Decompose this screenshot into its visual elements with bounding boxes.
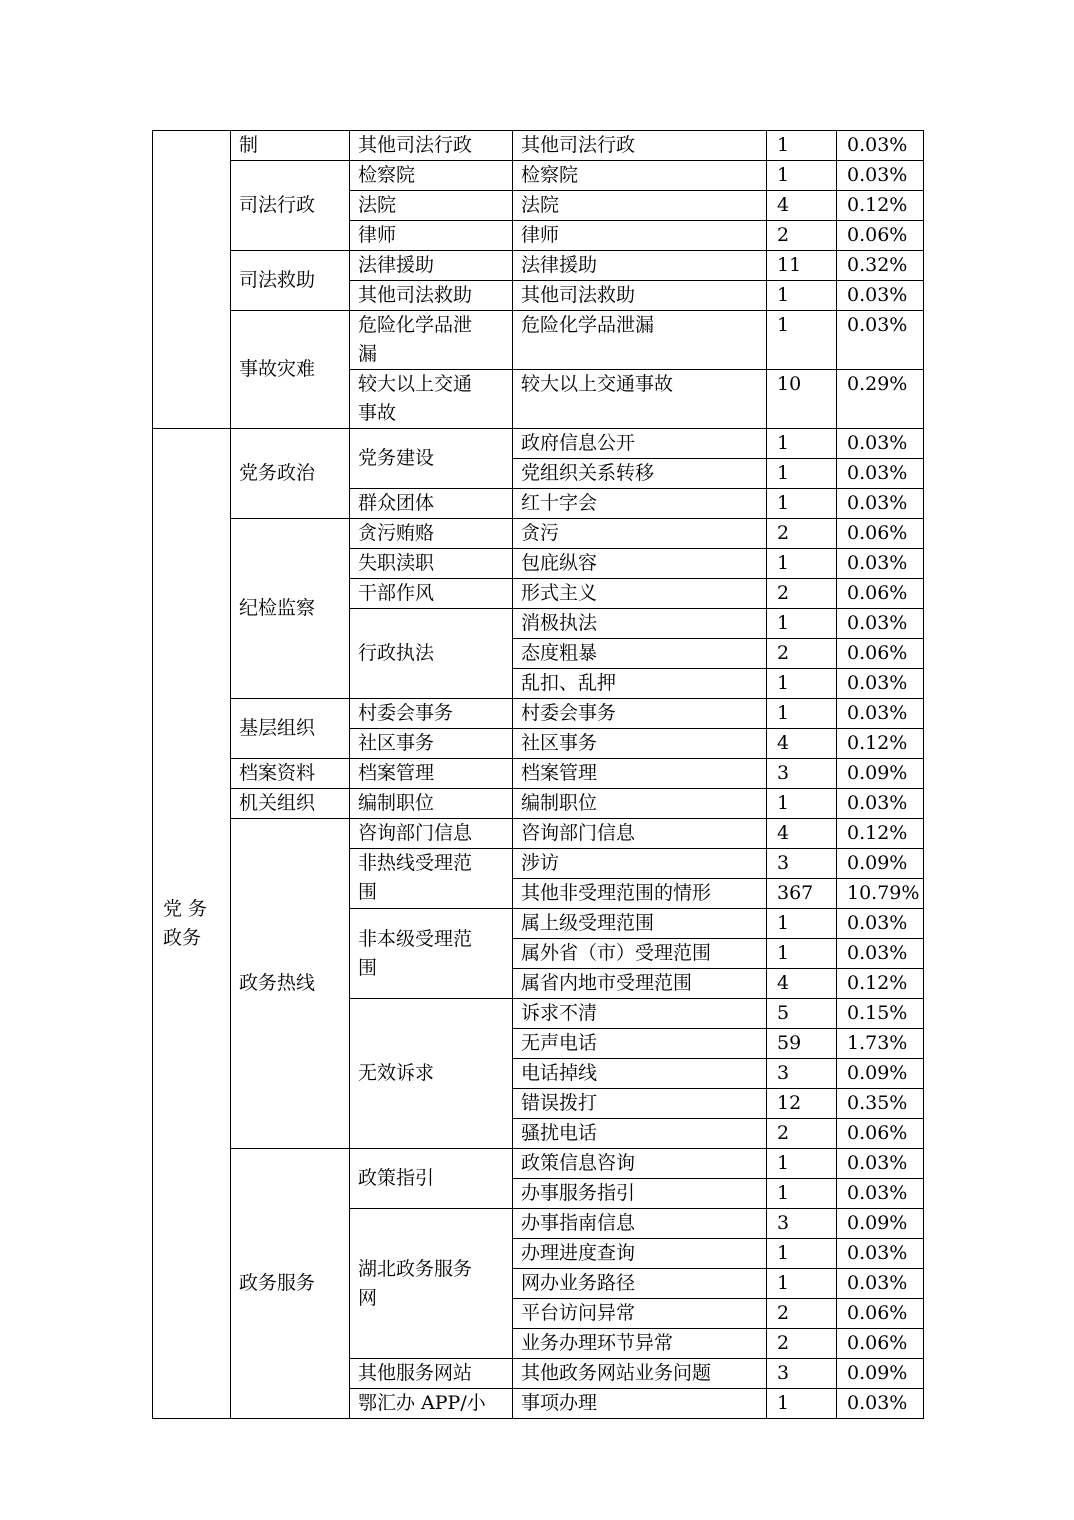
item-line-1: 非热线受理范 — [358, 852, 473, 874]
count-cell: 1 — [767, 909, 837, 939]
item-cell — [350, 311, 513, 370]
item-cell: 行政执法 — [350, 609, 513, 699]
count-cell: 5 — [767, 999, 837, 1029]
percent-cell: 0.06% — [837, 639, 924, 669]
percent-cell: 0.03% — [837, 489, 924, 519]
item-cell: 检察院 — [350, 161, 513, 191]
table-row — [153, 789, 924, 819]
count-cell: 1 — [767, 699, 837, 729]
table-row — [153, 819, 924, 849]
item-line-2: 事故 — [358, 402, 397, 424]
item-cell: 村委会事务 — [350, 699, 513, 729]
percent-cell: 0.03% — [837, 1389, 924, 1419]
item-cell: 其他司法救助 — [350, 281, 513, 311]
detail-cell: 红十字会 — [513, 489, 767, 519]
count-cell: 1 — [767, 669, 837, 699]
count-cell: 2 — [767, 639, 837, 669]
table-row — [153, 1149, 924, 1179]
percent-cell: 0.03% — [837, 1239, 924, 1269]
count-cell: 3 — [767, 1059, 837, 1089]
percent-cell: 0.03% — [837, 609, 924, 639]
detail-cell: 其他司法救助 — [513, 281, 767, 311]
count-cell: 12 — [767, 1089, 837, 1119]
detail-cell: 其他司法行政 — [513, 131, 767, 161]
detail-cell: 骚扰电话 — [513, 1119, 767, 1149]
detail-cell: 平台访问异常 — [513, 1299, 767, 1329]
detail-cell: 律师 — [513, 221, 767, 251]
percent-cell: 10.79% — [837, 879, 924, 909]
item-cell — [350, 1209, 513, 1359]
subcategory-cell: 纪检监察 — [231, 519, 350, 699]
count-cell: 3 — [767, 1209, 837, 1239]
count-cell: 1 — [767, 161, 837, 191]
detail-cell: 属上级受理范围 — [513, 909, 767, 939]
percent-cell: 0.06% — [837, 1119, 924, 1149]
category-cell — [153, 429, 231, 1419]
subcategory-cell: 党务政治 — [231, 429, 350, 519]
detail-cell: 社区事务 — [513, 729, 767, 759]
item-cell — [350, 909, 513, 999]
item-cell: 党务建设 — [350, 429, 513, 489]
percent-cell: 0.03% — [837, 549, 924, 579]
subcategory-cell: 机关组织 — [231, 789, 350, 819]
detail-cell: 态度粗暴 — [513, 639, 767, 669]
detail-cell: 包庇纵容 — [513, 549, 767, 579]
percent-cell: 0.32% — [837, 251, 924, 281]
count-cell: 1 — [767, 429, 837, 459]
count-cell: 4 — [767, 729, 837, 759]
percent-cell: 0.03% — [837, 699, 924, 729]
percent-cell: 0.06% — [837, 1329, 924, 1359]
count-cell: 11 — [767, 251, 837, 281]
percent-cell: 0.06% — [837, 579, 924, 609]
item-cell: 社区事务 — [350, 729, 513, 759]
subcategory-cell: 司法行政 — [231, 161, 350, 251]
item-cell: 编制职位 — [350, 789, 513, 819]
count-cell: 59 — [767, 1029, 837, 1059]
count-cell: 4 — [767, 191, 837, 221]
detail-cell: 诉求不清 — [513, 999, 767, 1029]
percent-cell: 0.03% — [837, 789, 924, 819]
count-cell: 1 — [767, 789, 837, 819]
category-line-2: 政务 — [163, 926, 202, 949]
count-cell: 3 — [767, 849, 837, 879]
count-cell: 1 — [767, 281, 837, 311]
subcategory-cell: 档案资料 — [231, 759, 350, 789]
item-cell: 群众团体 — [350, 489, 513, 519]
percent-cell: 0.03% — [837, 1149, 924, 1179]
count-cell: 2 — [767, 519, 837, 549]
detail-cell: 办事服务指引 — [513, 1179, 767, 1209]
count-cell: 4 — [767, 969, 837, 999]
count-cell: 2 — [767, 221, 837, 251]
count-cell: 1 — [767, 1149, 837, 1179]
percent-cell: 0.09% — [837, 759, 924, 789]
item-line-1: 非本级受理范 — [358, 927, 473, 950]
table-row — [153, 429, 924, 459]
subcategory-cell: 事故灾难 — [231, 311, 350, 429]
percent-cell: 0.03% — [837, 131, 924, 161]
table-row — [153, 311, 924, 370]
count-cell: 10 — [767, 370, 837, 429]
detail-cell: 错误拨打 — [513, 1089, 767, 1119]
table-row — [153, 251, 924, 281]
count-cell: 2 — [767, 1119, 837, 1149]
detail-cell: 涉访 — [513, 849, 767, 879]
item-line-1: 较大以上交通 — [358, 373, 473, 395]
item-cell: 干部作风 — [350, 579, 513, 609]
count-cell: 1 — [767, 489, 837, 519]
detail-cell: 电话掉线 — [513, 1059, 767, 1089]
percent-cell: 0.12% — [837, 729, 924, 759]
detail-cell: 无声电话 — [513, 1029, 767, 1059]
count-cell: 4 — [767, 819, 837, 849]
count-cell: 1 — [767, 459, 837, 489]
detail-cell: 事项办理 — [513, 1389, 767, 1419]
detail-cell: 档案管理 — [513, 759, 767, 789]
item-line-2: 漏 — [358, 343, 378, 365]
percent-cell: 0.29% — [837, 370, 924, 429]
detail-cell: 较大以上交通事故 — [513, 370, 767, 429]
item-line-2: 围 — [358, 881, 378, 903]
percent-cell: 0.09% — [837, 1209, 924, 1239]
detail-cell: 村委会事务 — [513, 699, 767, 729]
subcategory-cell: 政务服务 — [231, 1149, 350, 1419]
subcategory-cell: 司法救助 — [231, 251, 350, 311]
percent-cell: 0.03% — [837, 281, 924, 311]
detail-cell: 咨询部门信息 — [513, 819, 767, 849]
item-line-2: 网 — [358, 1286, 378, 1309]
category-line-1: 党 务 — [163, 897, 208, 920]
item-cell — [350, 370, 513, 429]
count-cell: 3 — [767, 759, 837, 789]
detail-cell: 网办业务路径 — [513, 1269, 767, 1299]
item-cell: 法院 — [350, 191, 513, 221]
count-cell: 1 — [767, 609, 837, 639]
detail-cell: 办事指南信息 — [513, 1209, 767, 1239]
percent-cell: 0.12% — [837, 191, 924, 221]
percent-cell: 0.35% — [837, 1089, 924, 1119]
percent-cell: 0.15% — [837, 999, 924, 1029]
detail-cell: 党组织关系转移 — [513, 459, 767, 489]
percent-cell: 0.06% — [837, 1299, 924, 1329]
percent-cell: 0.09% — [837, 1059, 924, 1089]
table-row — [153, 759, 924, 789]
count-cell: 1 — [767, 131, 837, 161]
item-cell: 其他司法行政 — [350, 131, 513, 161]
item-cell: 档案管理 — [350, 759, 513, 789]
detail-cell: 贪污 — [513, 519, 767, 549]
subcategory-cell: 基层组织 — [231, 699, 350, 759]
subcategory-cell: 政务热线 — [231, 819, 350, 1149]
subcategory-cell: 制 — [231, 131, 350, 161]
count-cell: 2 — [767, 1329, 837, 1359]
count-cell: 1 — [767, 939, 837, 969]
percent-cell: 0.03% — [837, 161, 924, 191]
count-cell: 2 — [767, 579, 837, 609]
item-cell: 咨询部门信息 — [350, 819, 513, 849]
item-cell: 鄂汇办 APP/小 — [350, 1389, 513, 1419]
count-cell: 1 — [767, 1179, 837, 1209]
detail-cell: 编制职位 — [513, 789, 767, 819]
detail-cell: 属省内地市受理范围 — [513, 969, 767, 999]
count-cell: 1 — [767, 549, 837, 579]
item-line-1: 湖北政务服务 — [358, 1257, 473, 1280]
detail-cell: 其他非受理范围的情形 — [513, 879, 767, 909]
percent-cell: 0.03% — [837, 459, 924, 489]
table-row — [153, 131, 924, 161]
percent-cell: 0.03% — [837, 939, 924, 969]
count-cell: 2 — [767, 1299, 837, 1329]
category-cell — [153, 131, 231, 429]
detail-cell: 乱扣、乱押 — [513, 669, 767, 699]
item-line-1: 危险化学品泄 — [358, 314, 473, 336]
item-cell: 其他服务网站 — [350, 1359, 513, 1389]
percent-cell: 0.12% — [837, 819, 924, 849]
item-cell: 无效诉求 — [350, 999, 513, 1149]
detail-cell: 属外省（市）受理范围 — [513, 939, 767, 969]
percent-cell: 0.03% — [837, 1269, 924, 1299]
count-cell: 1 — [767, 311, 837, 370]
percent-cell: 0.06% — [837, 519, 924, 549]
detail-cell: 法院 — [513, 191, 767, 221]
detail-cell: 消极执法 — [513, 609, 767, 639]
count-cell: 1 — [767, 1389, 837, 1419]
percent-cell: 0.03% — [837, 669, 924, 699]
count-cell: 1 — [767, 1239, 837, 1269]
table-row — [153, 699, 924, 729]
percent-cell: 0.03% — [837, 1179, 924, 1209]
percent-cell: 0.03% — [837, 311, 924, 370]
percent-cell: 0.06% — [837, 221, 924, 251]
percent-cell: 0.09% — [837, 849, 924, 879]
item-cell: 政策指引 — [350, 1149, 513, 1209]
item-line-2: 围 — [358, 956, 378, 979]
item-cell — [350, 849, 513, 909]
percent-cell: 0.12% — [837, 969, 924, 999]
item-cell: 律师 — [350, 221, 513, 251]
detail-cell: 政策信息咨询 — [513, 1149, 767, 1179]
detail-cell: 办理进度查询 — [513, 1239, 767, 1269]
count-cell: 3 — [767, 1359, 837, 1389]
statistics-table — [152, 130, 924, 1419]
percent-cell: 1.73% — [837, 1029, 924, 1059]
detail-cell: 危险化学品泄漏 — [513, 311, 767, 370]
detail-cell: 政府信息公开 — [513, 429, 767, 459]
percent-cell: 0.03% — [837, 909, 924, 939]
table-row — [153, 161, 924, 191]
item-cell: 法律援助 — [350, 251, 513, 281]
percent-cell: 0.03% — [837, 429, 924, 459]
detail-cell: 其他政务网站业务问题 — [513, 1359, 767, 1389]
detail-cell: 形式主义 — [513, 579, 767, 609]
count-cell: 367 — [767, 879, 837, 909]
detail-cell: 业务办理环节异常 — [513, 1329, 767, 1359]
item-cell: 失职渎职 — [350, 549, 513, 579]
item-cell: 贪污贿赂 — [350, 519, 513, 549]
detail-cell: 检察院 — [513, 161, 767, 191]
table-row — [153, 519, 924, 549]
count-cell: 1 — [767, 1269, 837, 1299]
percent-cell: 0.09% — [837, 1359, 924, 1389]
detail-cell: 法律援助 — [513, 251, 767, 281]
